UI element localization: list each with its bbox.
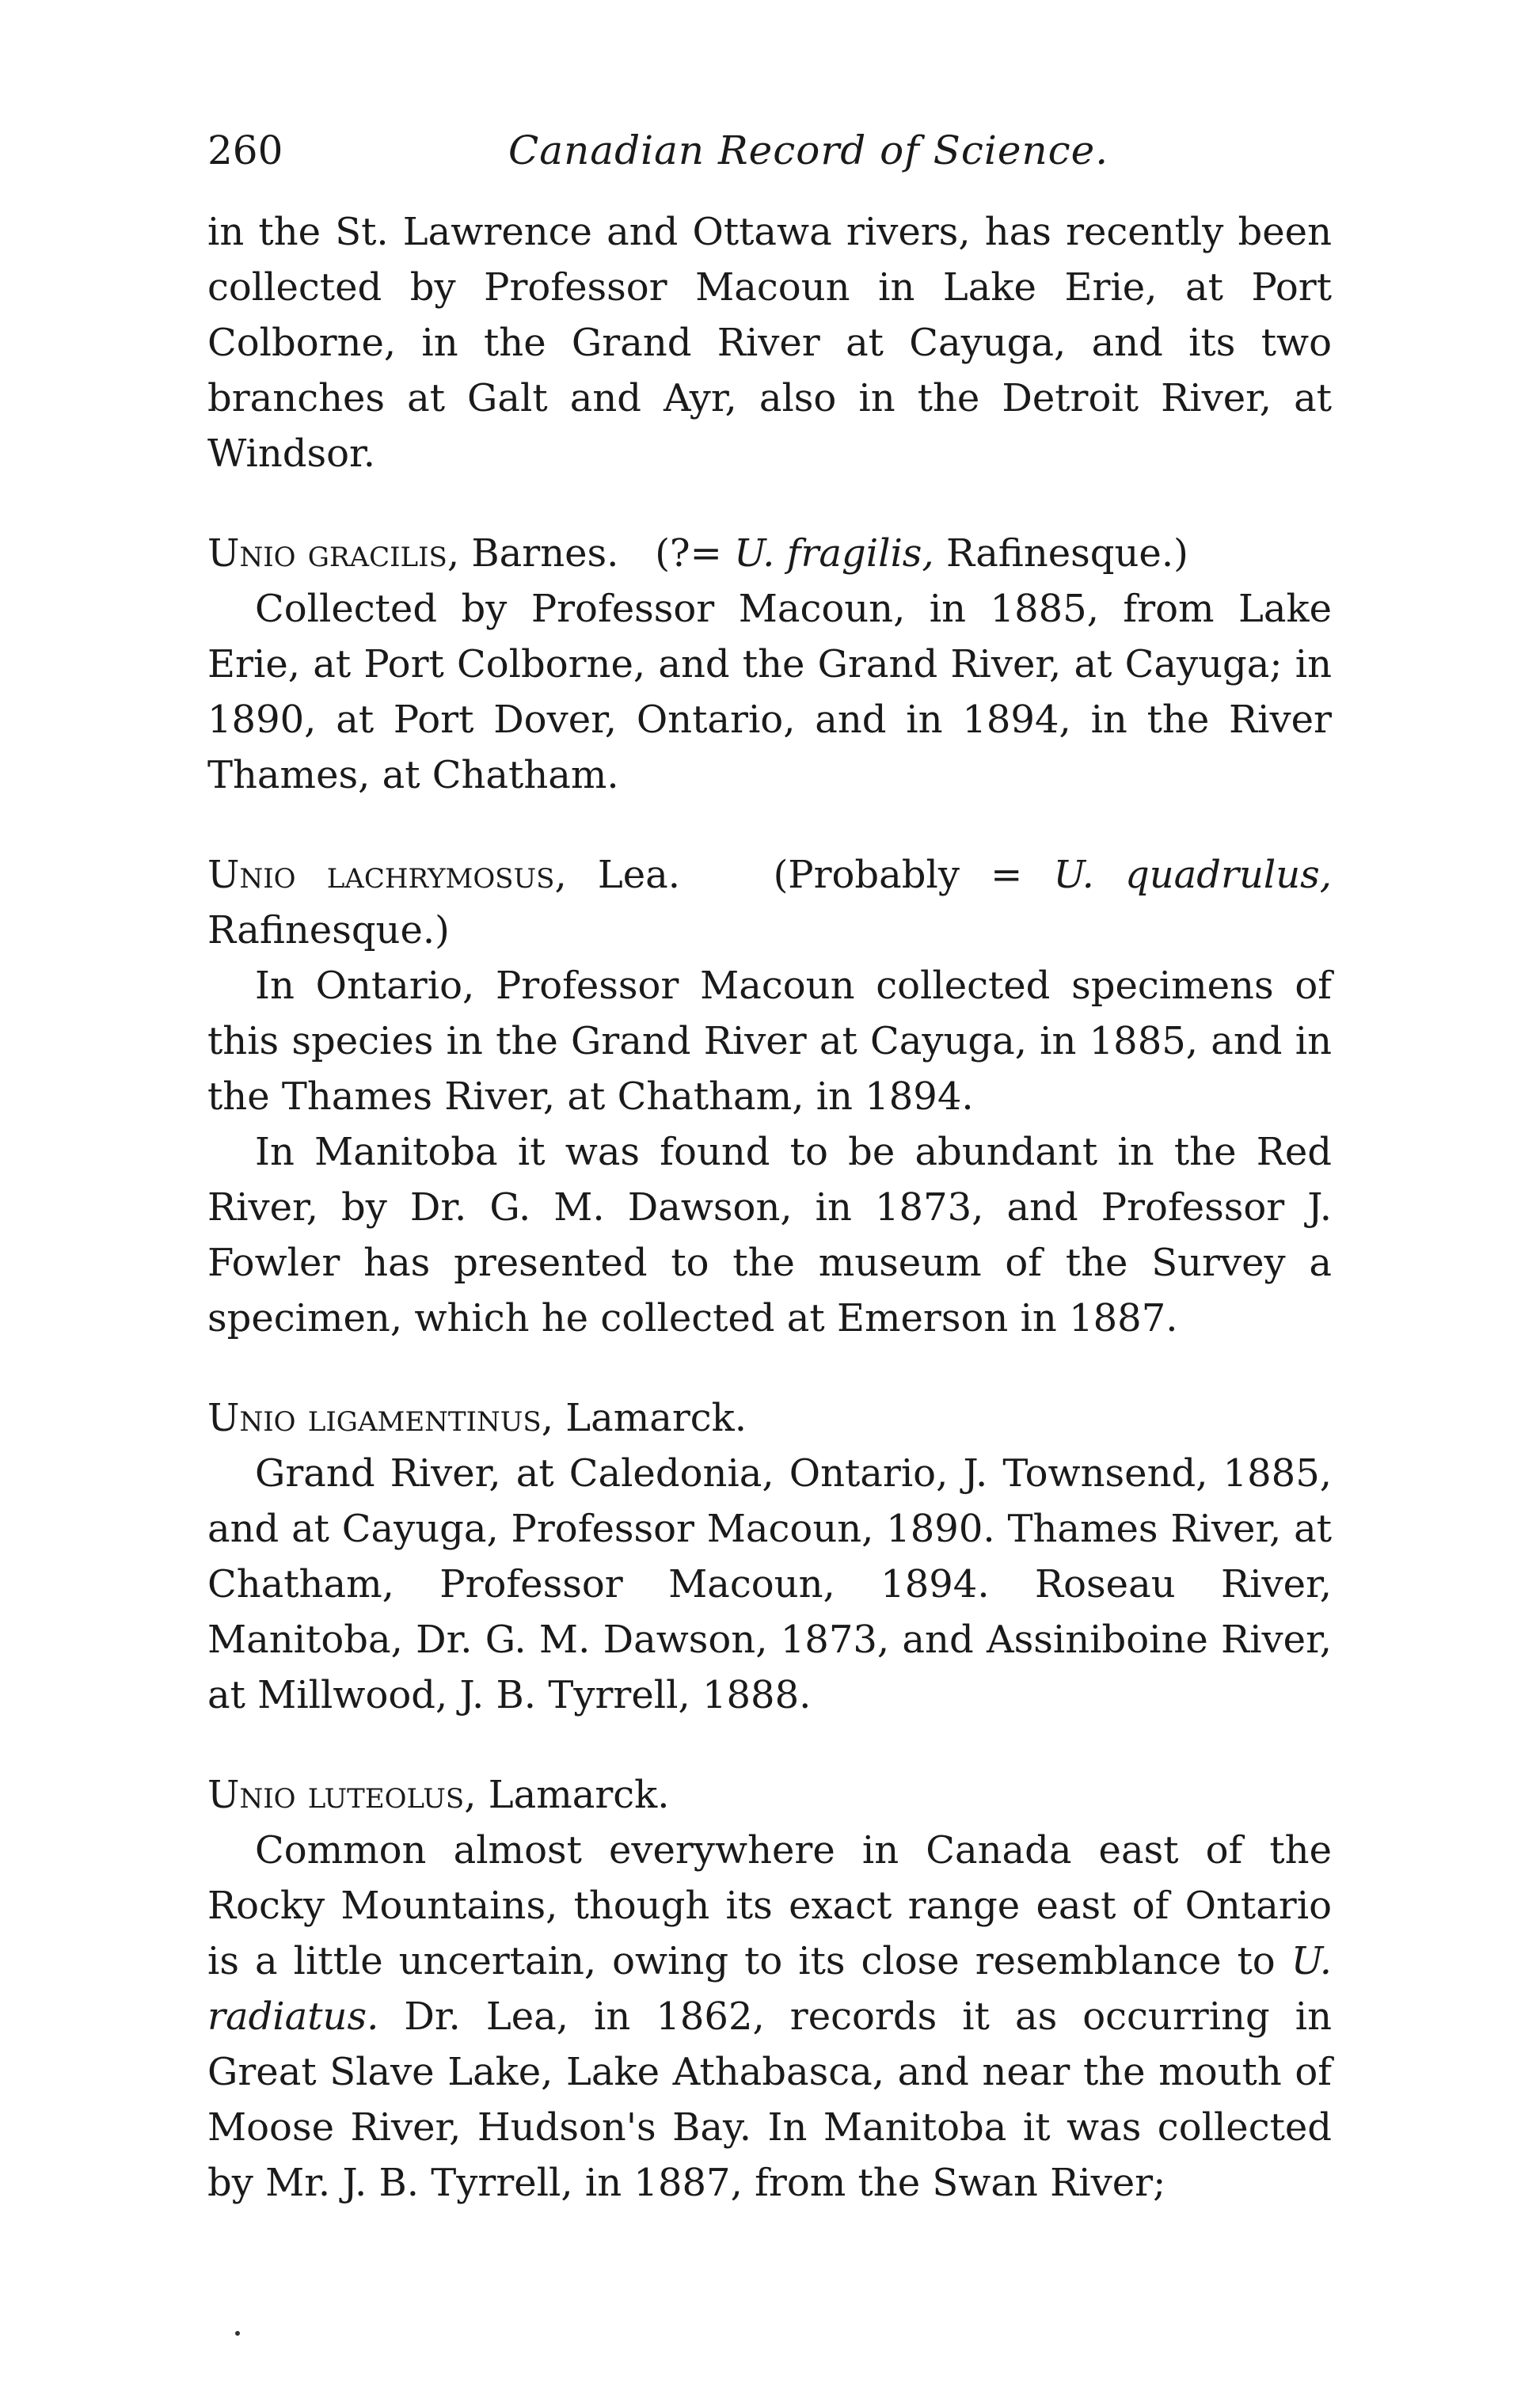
synonym-note-open: (Probably = xyxy=(773,853,1054,897)
species-author: , Barnes. xyxy=(447,531,619,576)
synonym-note-close: Rafinesque.) xyxy=(934,531,1188,576)
species-heading xyxy=(207,1767,1332,1823)
genus-name: Unio xyxy=(207,1773,296,1817)
paragraph-text: Dr. Lea, in 1862, records it as occurring in Great Slave Lake, Lake Athabasca, and near the mouth of Moose River, Hudson's Bay. In Manitoba it was collected by Mr. J. B. Tyrrell, in 1887, from the Swan River; xyxy=(207,1994,1332,2205)
paragraph-text: Common almost everywhere in Canada east of the Rocky Mountains, though its exact range east of Ontario is a little uncertain, owing to its close resemblance to xyxy=(207,1828,1332,1983)
entry-paragraph: Collected by Professor Macoun, in 1885, from Lake Erie, at Port Colborne, and the Grand River, at Cayuga; in 1890, at Port Dover, Ontario, and in 1894, in the River Thames, at Chatham. xyxy=(207,587,1332,797)
species-heading xyxy=(207,847,1332,958)
species-heading xyxy=(207,1390,1332,1446)
species-author: , Lamarck. xyxy=(541,1396,747,1440)
species-author: , Lea. xyxy=(554,853,681,897)
italic-species-ref: U. radiatus. xyxy=(207,1939,1332,2039)
genus-name: Unio xyxy=(207,1396,296,1440)
species-name: gracilis xyxy=(307,531,447,576)
entry-paragraph: Grand River, at Caledonia, Ontario, J. Townsend, 1885, and at Cayuga, Professor Macoun, 1890. Thames River, at Chatham, Professor Macoun, 1894. Roseau River, Manitoba, Dr. G. M. Dawson, 1873, and Assiniboine River, at Millwood, J. B. Tyrrell, 1888. xyxy=(207,1451,1332,1717)
species-heading xyxy=(207,526,1332,581)
species-name: luteolus xyxy=(307,1773,465,1817)
synonym-name: U. quadrulus, xyxy=(1053,853,1333,897)
running-head xyxy=(207,119,1332,182)
page-number: 260 xyxy=(207,127,283,173)
continuation-paragraph: in the St. Lawrence and Ottawa rivers, has recently been collected by Professor Macoun in Lake Erie, at Port Colborne, in the Grand River at Cayuga, and its two branches at Galt and Ayr, also in the Detroit River, at Windsor. xyxy=(207,210,1332,476)
species-author: , Lamarck. xyxy=(464,1773,670,1817)
genus-name: Unio xyxy=(207,531,296,576)
journal-title: Canadian Record of Science. xyxy=(508,127,1109,173)
synonym-note-close: Rafinesque.) xyxy=(207,908,450,952)
page-body xyxy=(207,119,1332,2211)
entry-paragraph xyxy=(207,1823,1332,2211)
stray-ink-mark xyxy=(235,2331,240,2336)
synonym-name: U. fragilis, xyxy=(734,531,934,576)
synonym-note-open: (?= xyxy=(655,531,735,576)
species-name: ligamentinus xyxy=(307,1396,542,1440)
entry-paragraph: In Ontario, Professor Macoun collected specimens of this species in the Grand River at Cayuga, in 1885, and in the Thames River, at Chatham, in 1894. xyxy=(207,964,1332,1119)
genus-name: Unio xyxy=(207,853,296,897)
species-name: lachrymosus xyxy=(326,853,555,897)
entry-paragraph: In Manitoba it was found to be abundant in the Red River, by Dr. G. M. Dawson, in 1873, and Professor J. Fowler has presented to the museum of the Survey a specimen, which he collected at Emerson in 1887. xyxy=(207,1130,1332,1340)
